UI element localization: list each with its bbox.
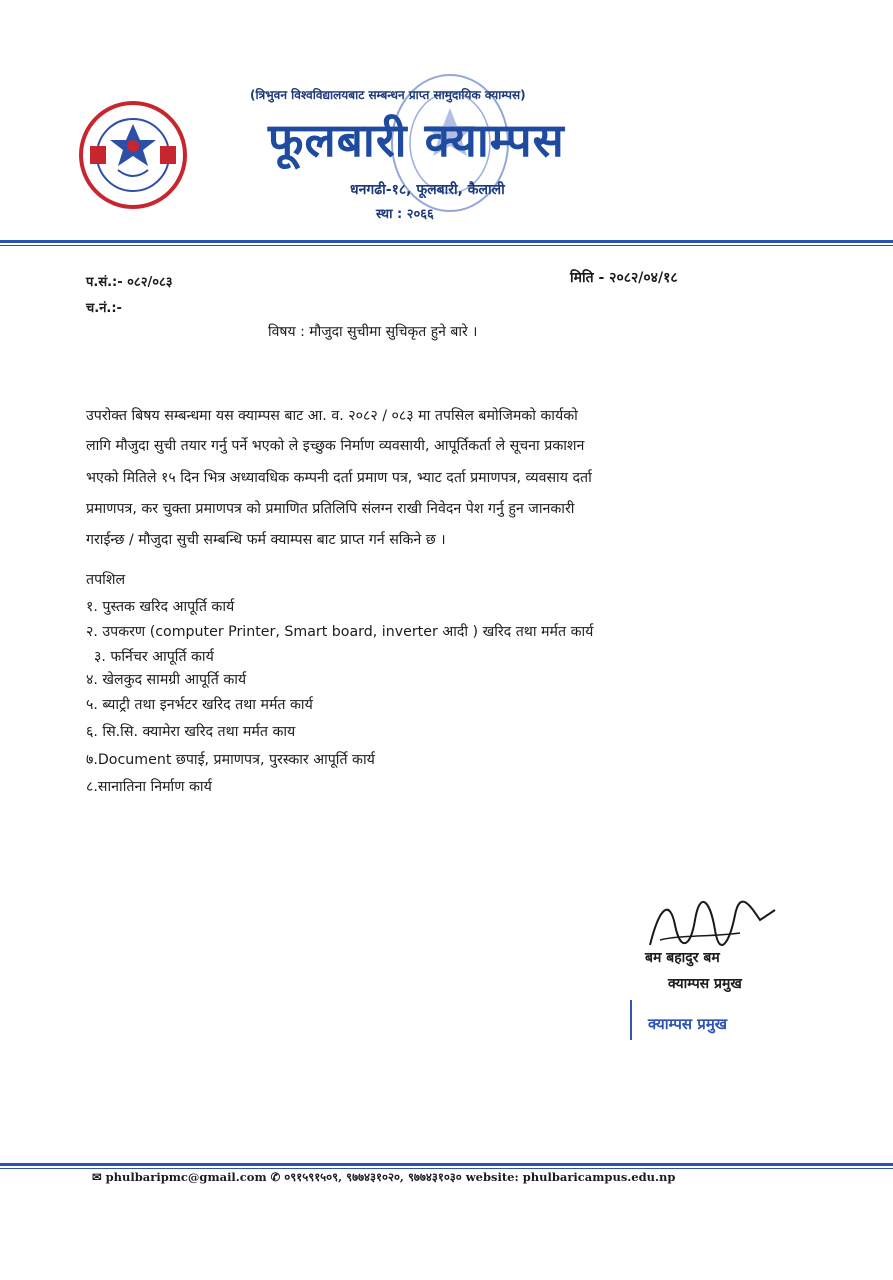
list-heading: तपशिल: [86, 572, 126, 588]
campus-name-title: फूलबारी क्याम्पस: [268, 113, 565, 167]
letter-subject: विषय : मौजुदा सुचीमा सुचिकृत हुने बारे ।: [268, 324, 478, 340]
affiliation-text: (त्रिभुवन विश्वविद्यालयबाट सम्बन्धन प्राप्त सामुदायिक क्याम्पस): [250, 88, 526, 102]
campus-address: धनगढी-१८, फूलबारी, कैलाली: [350, 182, 505, 198]
header-divider-thin: [0, 245, 893, 246]
list-item: ४. खेलकुद सामग्री आपूर्ति कार्य: [86, 672, 247, 688]
footer-divider-thin: [0, 1168, 893, 1169]
list-item: ३. फर्निचर आपूर्ति कार्य: [94, 649, 214, 665]
body-line: लागि मौजुदा सुची तयार गर्नु पर्ने भएको ले इच्छुक निर्माण व्यवसायी, आपूर्तिकर्ता ले सूचना प्रकाशन: [86, 438, 585, 454]
dispatch-number: च.नं.:-: [86, 301, 122, 316]
list-item: ५. ब्याट्री तथा इनर्भटर खरिद तथा मर्मत कार्य: [86, 697, 313, 713]
list-item: १. पुस्तक खरिद आपूर्ति कार्य: [86, 599, 235, 615]
footer-contact: ✉ phulbaripmc@gmail.com ✆ ०९१५९१५०९, ९७७४३१०२०, ९७७४३१०३० website: phulbaricampus.edu.np: [92, 1170, 676, 1184]
list-item: ७.Document छपाई, प्रमाणपत्र, पुरस्कार आपूर्ति कार्य: [86, 752, 375, 768]
signatory-name: बम बहादुर बम: [645, 950, 720, 966]
footer-divider: [0, 1163, 893, 1166]
signatory-title: क्याम्पस प्रमुख: [668, 976, 742, 992]
established-year: स्था : २०६६: [376, 207, 434, 222]
header-divider: [0, 240, 893, 243]
body-line: भएको मितिले १५ दिन भित्र अध्यावधिक कम्पनी दर्ता प्रमाण पत्र, भ्याट दर्ता प्रमाणपत्र, व्यवसाय दर्ता: [86, 470, 592, 486]
body-line: प्रमाणपत्र, कर चुक्ता प्रमाणपत्र को प्रमाणित प्रतिलिपि संलग्न राखी निवेदन पेश गर्नु हुन जानकारी: [86, 501, 575, 517]
campus-logo: [78, 100, 188, 214]
designation-stamp-text: क्याम्पस प्रमुख: [648, 1015, 728, 1033]
list-item: ८.सानातिना निर्माण कार्य: [86, 779, 212, 795]
letter-date: मिति - २०८२/०४/१८: [570, 270, 678, 286]
body-line: गराईन्छ / मौजुदा सुची सम्बन्धि फर्म क्याम्पस बाट प्राप्त गर्न सकिने छ ।: [86, 532, 446, 548]
body-line: उपरोक्त बिषय सम्बन्धमा यस क्याम्पस बाट आ. व. २०८२ / ०८३ मा तपसिल बमोजिमको कार्यको: [86, 408, 578, 424]
reference-number: प.सं.:- ०८२/०८३: [86, 275, 173, 290]
list-item: ६. सि.सि. क्यामेरा खरिद तथा मर्मत काय: [86, 724, 296, 740]
list-item: २. उपकरण (computer Printer, Smart board, inverter आदी ) खरिद तथा मर्मत कार्य: [86, 624, 594, 640]
